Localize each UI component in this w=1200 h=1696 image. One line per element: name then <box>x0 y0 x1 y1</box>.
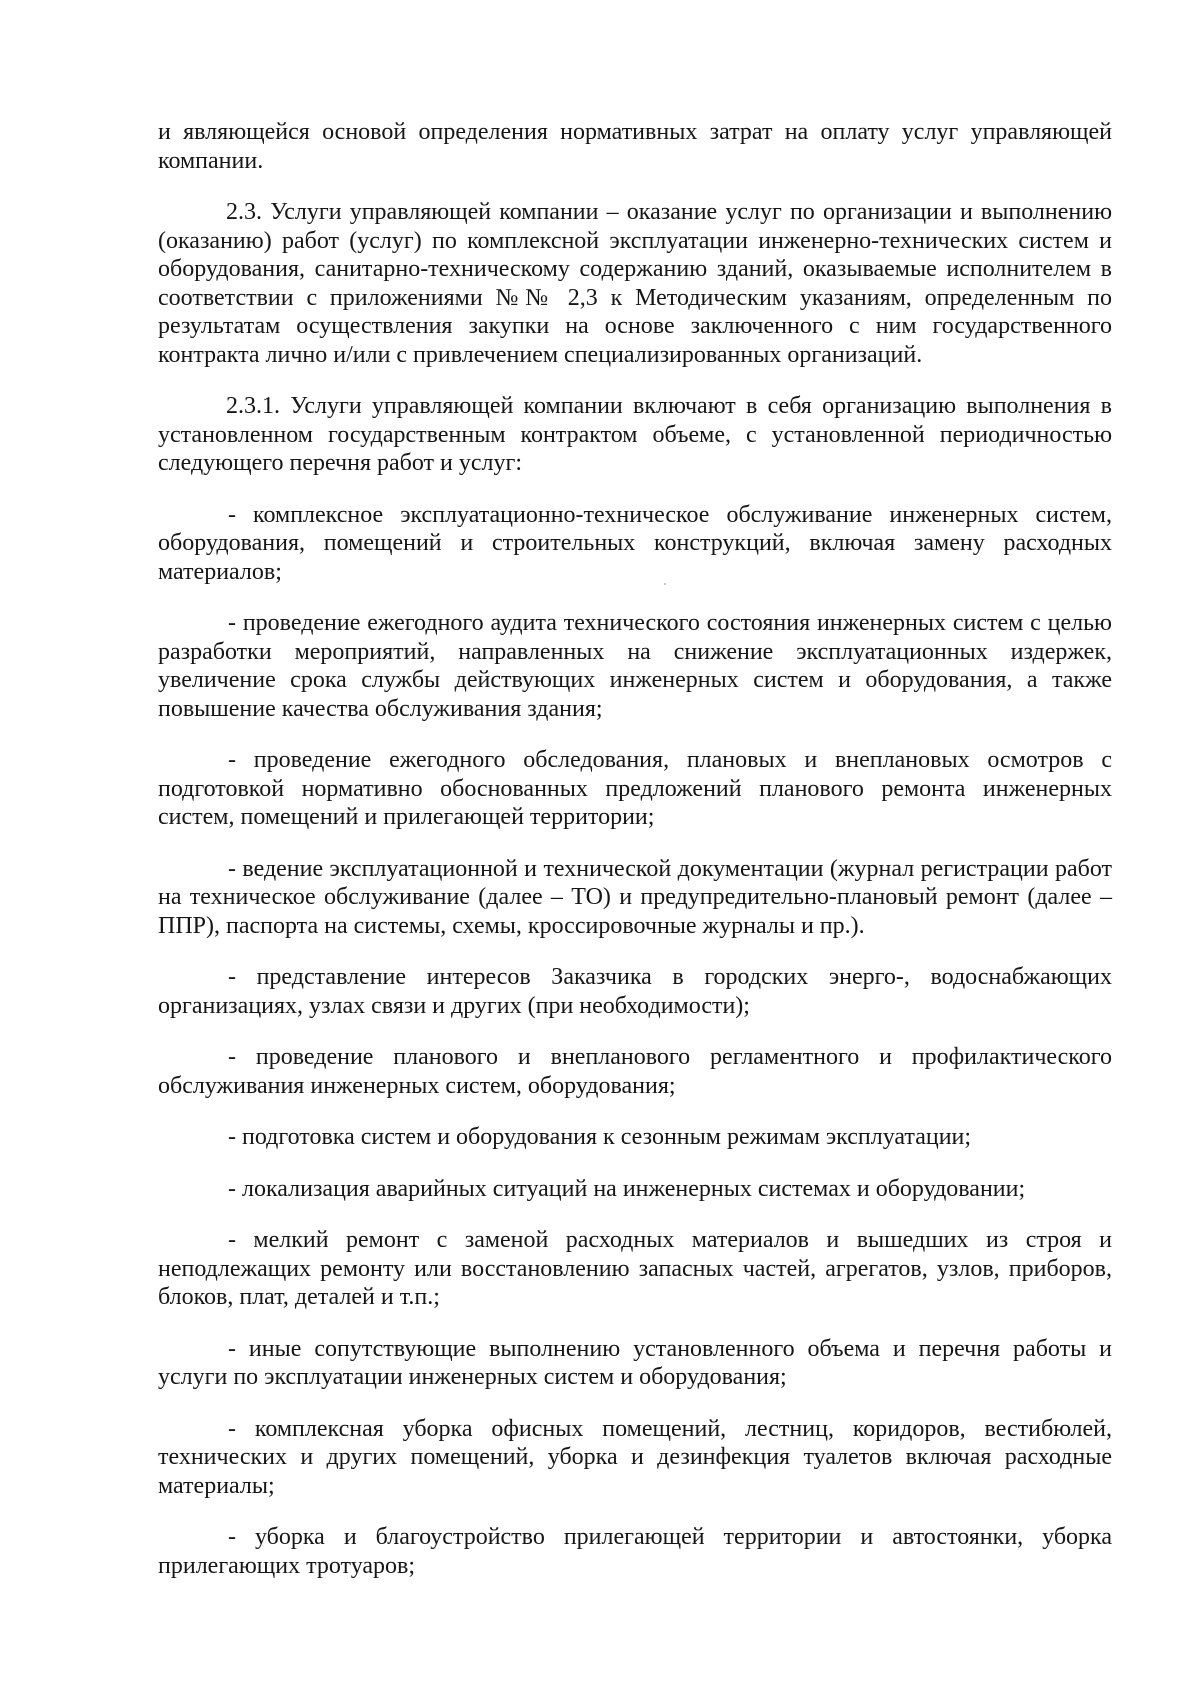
list-item: - подготовка систем и оборудования к сезонным режимам эксплуатации; <box>228 1124 972 1150</box>
list-item: - иные сопутствующие выполнению установленного объема и перечня работы и услуги по эксплуатации инженерных систем и оборудования; <box>158 1335 1112 1390</box>
list-item: - уборка и благоустройство прилегающей территории и автостоянки, уборка прилегающих тротуаров; <box>158 1524 1112 1579</box>
list-item: - комплексное эксплуатационно-техническое обслуживание инженерных систем, оборудования, помещений и строительных конструкций, включая замену расходных материалов; <box>158 501 1112 585</box>
intro-continuation-paragraph: и являющейся основой определения нормативных затрат на оплату услуг управляющей компании. <box>158 119 1112 174</box>
document-page <box>158 118 1112 1603</box>
list-item: - представление интересов Заказчика в городских энерго-, водоснабжающих организациях, узлах связи и других (при необходимости); <box>158 964 1112 1019</box>
list-item: - проведение ежегодного аудита технического состояния инженерных систем с целью разработки мероприятий, направленных на снижение эксплуатационных издержек, увеличение срока службы действующих инженерных систем и оборудования, а также повышение качества обслуживания здания; <box>158 610 1112 722</box>
section-2-3-paragraph: 2.3. Услуги управляющей компании – оказание услуг по организации и выполнению (оказанию) работ (услуг) по комплексной эксплуатации инженерно-технических систем и оборудования, санитарно-техническому содержанию зданий, оказываемые исполнителем в соответствии с приложениями №№ 2,3 к Методическим указаниям, определенным по результатам осуществления закупки на основе заключенного с ним государственного контракта лично и/или с привлечением специализированных организаций. <box>158 199 1112 368</box>
list-item: - проведение ежегодного обследования, плановых и внеплановых осмотров с подготовкой нормативно обоснованных предложений планового ремонта инженерных систем, помещений и прилегающей территории; <box>158 747 1112 830</box>
list-item: - ведение эксплуатационной и технической документации (журнал регистрации работ на техническое обслуживание (далее – ТО) и предупредительно-плановый ремонт (далее – ППР), паспорта на системы, схемы, кроссировочные журналы и пр.). <box>158 855 1112 939</box>
list-item: - локализация аварийных ситуаций на инженерных системах и оборудовании; <box>228 1175 1026 1202</box>
section-2-3-1-paragraph: 2.3.1. Услуги управляющей компании включают в себя организацию выполнения в установленном государственным контрактом объеме, с установленной периодичностью следующего перечня работ и услуг: <box>158 393 1112 476</box>
list-item: - комплексная уборка офисных помещений, лестниц, коридоров, вестибюлей, технических и других помещений, уборка и дезинфекция туалетов включая расходные материалы; <box>158 1415 1112 1499</box>
list-item: - проведение планового и внепланового регламентного и профилактического обслуживания инженерных систем, оборудования; <box>158 1044 1112 1099</box>
scan-speck <box>664 583 666 585</box>
list-item: - мелкий ремонт с заменой расходных материалов и вышедших из строя и неподлежащих ремонту или восстановлению запасных частей, агрегатов, узлов, приборов, блоков, плат, деталей и т.п.; <box>158 1227 1112 1310</box>
